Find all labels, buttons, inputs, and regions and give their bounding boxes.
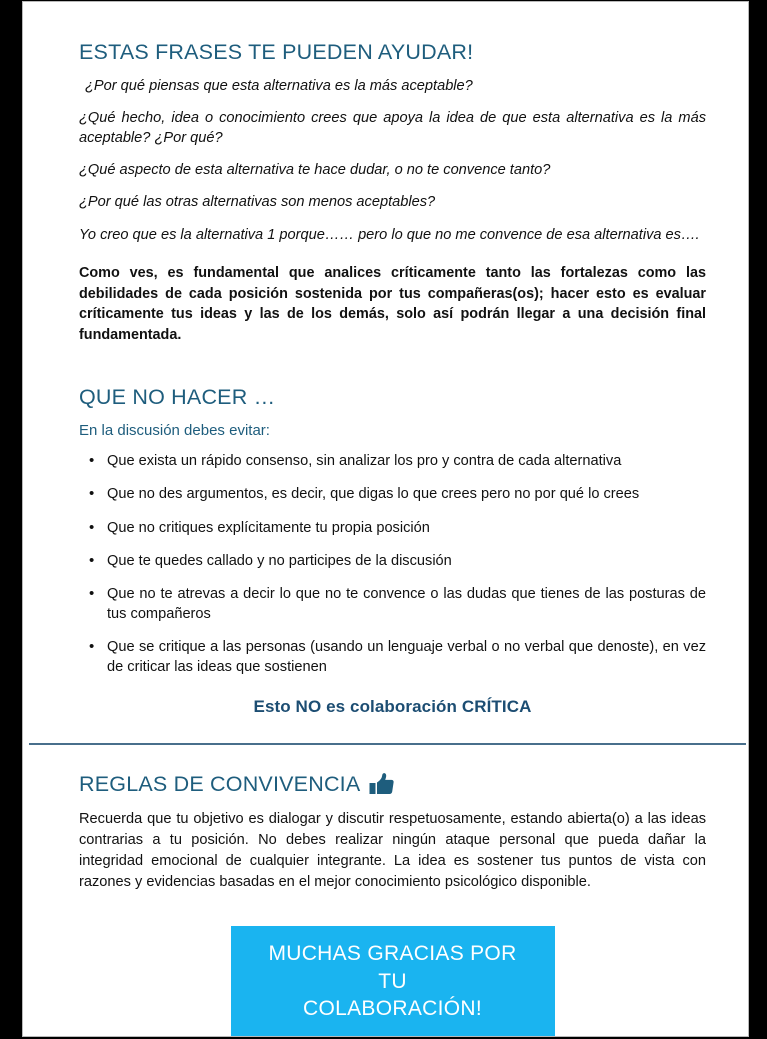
cta-container bbox=[79, 926, 706, 1037]
emphasis-no-colaboracion-critica: Esto NO es colaboración CRÍTICA bbox=[253, 696, 532, 716]
prompt-line-5: Yo creo que es la alternativa 1 porque…… pero lo que no me convence de esa alternativa es…. bbox=[79, 226, 700, 243]
document-page bbox=[22, 1, 749, 1037]
thumbs-up-icon bbox=[369, 771, 395, 797]
heading-que-no-hacer: QUE NO HACER … bbox=[79, 384, 276, 409]
lead-debes-evitar: En la discusión debes evitar: bbox=[79, 421, 270, 439]
cta-line-1: MUCHAS GRACIAS POR TU bbox=[268, 942, 517, 993]
prompt-line-3: ¿Qué aspecto de esta alternativa te hace dudar, o no te convence tanto? bbox=[79, 161, 551, 178]
list-item: • Que no critiques explícitamente tu propia posición bbox=[79, 519, 706, 538]
list-item: • Que no des argumentos, es decir, que digas lo que crees pero no por qué lo crees bbox=[79, 485, 706, 504]
heading-reglas-convivencia: REGLAS DE CONVIVENCIA bbox=[79, 771, 361, 796]
paragraph-reglas-convivencia: Recuerda que tu objetivo es dialogar y discutir respetuosamente, estando abierta(o) a las ideas contrarias a tu posición. No debes realizar ningún ataque personal que pueda dañar la integridad emocional de cualquier integrante. La idea es sostener tus puntos de vista con razones y evidencias basadas en el mejor conocimiento psicológico disponible. bbox=[79, 810, 706, 890]
list-item: • Que exista un rápido consenso, sin analizar los pro y contra de cada alternativa bbox=[79, 452, 706, 471]
section-spacer bbox=[79, 345, 706, 385]
prompt-line-1: ¿Por qué piensas que esta alternativa es la más aceptable? bbox=[85, 77, 473, 94]
section-spacer bbox=[79, 745, 706, 771]
prompt-line-2: ¿Qué hecho, idea o conocimiento crees que apoya la idea de que esta alternativa es la más aceptable? ¿Por qué? bbox=[79, 110, 706, 146]
heading-reglas-convivencia-row bbox=[79, 771, 706, 797]
list-item: • Que te quedes callado y no participes de la discusión bbox=[79, 552, 706, 571]
paragraph-critical-analysis: Como ves, es fundamental que analices críticamente tanto las fortalezas como las debilidades de cada posición sostenida por tus compañeras(os); hacer esto es evaluar críticamente tus ideas y las de los demás, solo así podrán llegar a una decisión final fundamentada. bbox=[79, 265, 706, 343]
list-item: • Que se critique a las personas (usando un lenguaje verbal o no verbal que denoste), en vez de criticar las ideas que sostienen bbox=[79, 638, 706, 677]
prompt-line-4: ¿Por qué las otras alternativas son menos aceptables? bbox=[79, 194, 436, 211]
thank-you-button[interactable] bbox=[231, 926, 555, 1037]
avoid-bullet-list bbox=[79, 452, 706, 677]
list-item: • Que no te atrevas a decir lo que no te convence o las dudas que tienes de las posturas de tus compañeros bbox=[79, 585, 706, 624]
cta-line-2: COLABORACIÓN! bbox=[303, 996, 482, 1020]
heading-frases-ayudar: ESTAS FRASES TE PUEDEN AYUDAR! bbox=[79, 40, 474, 64]
document-content bbox=[23, 2, 748, 1037]
